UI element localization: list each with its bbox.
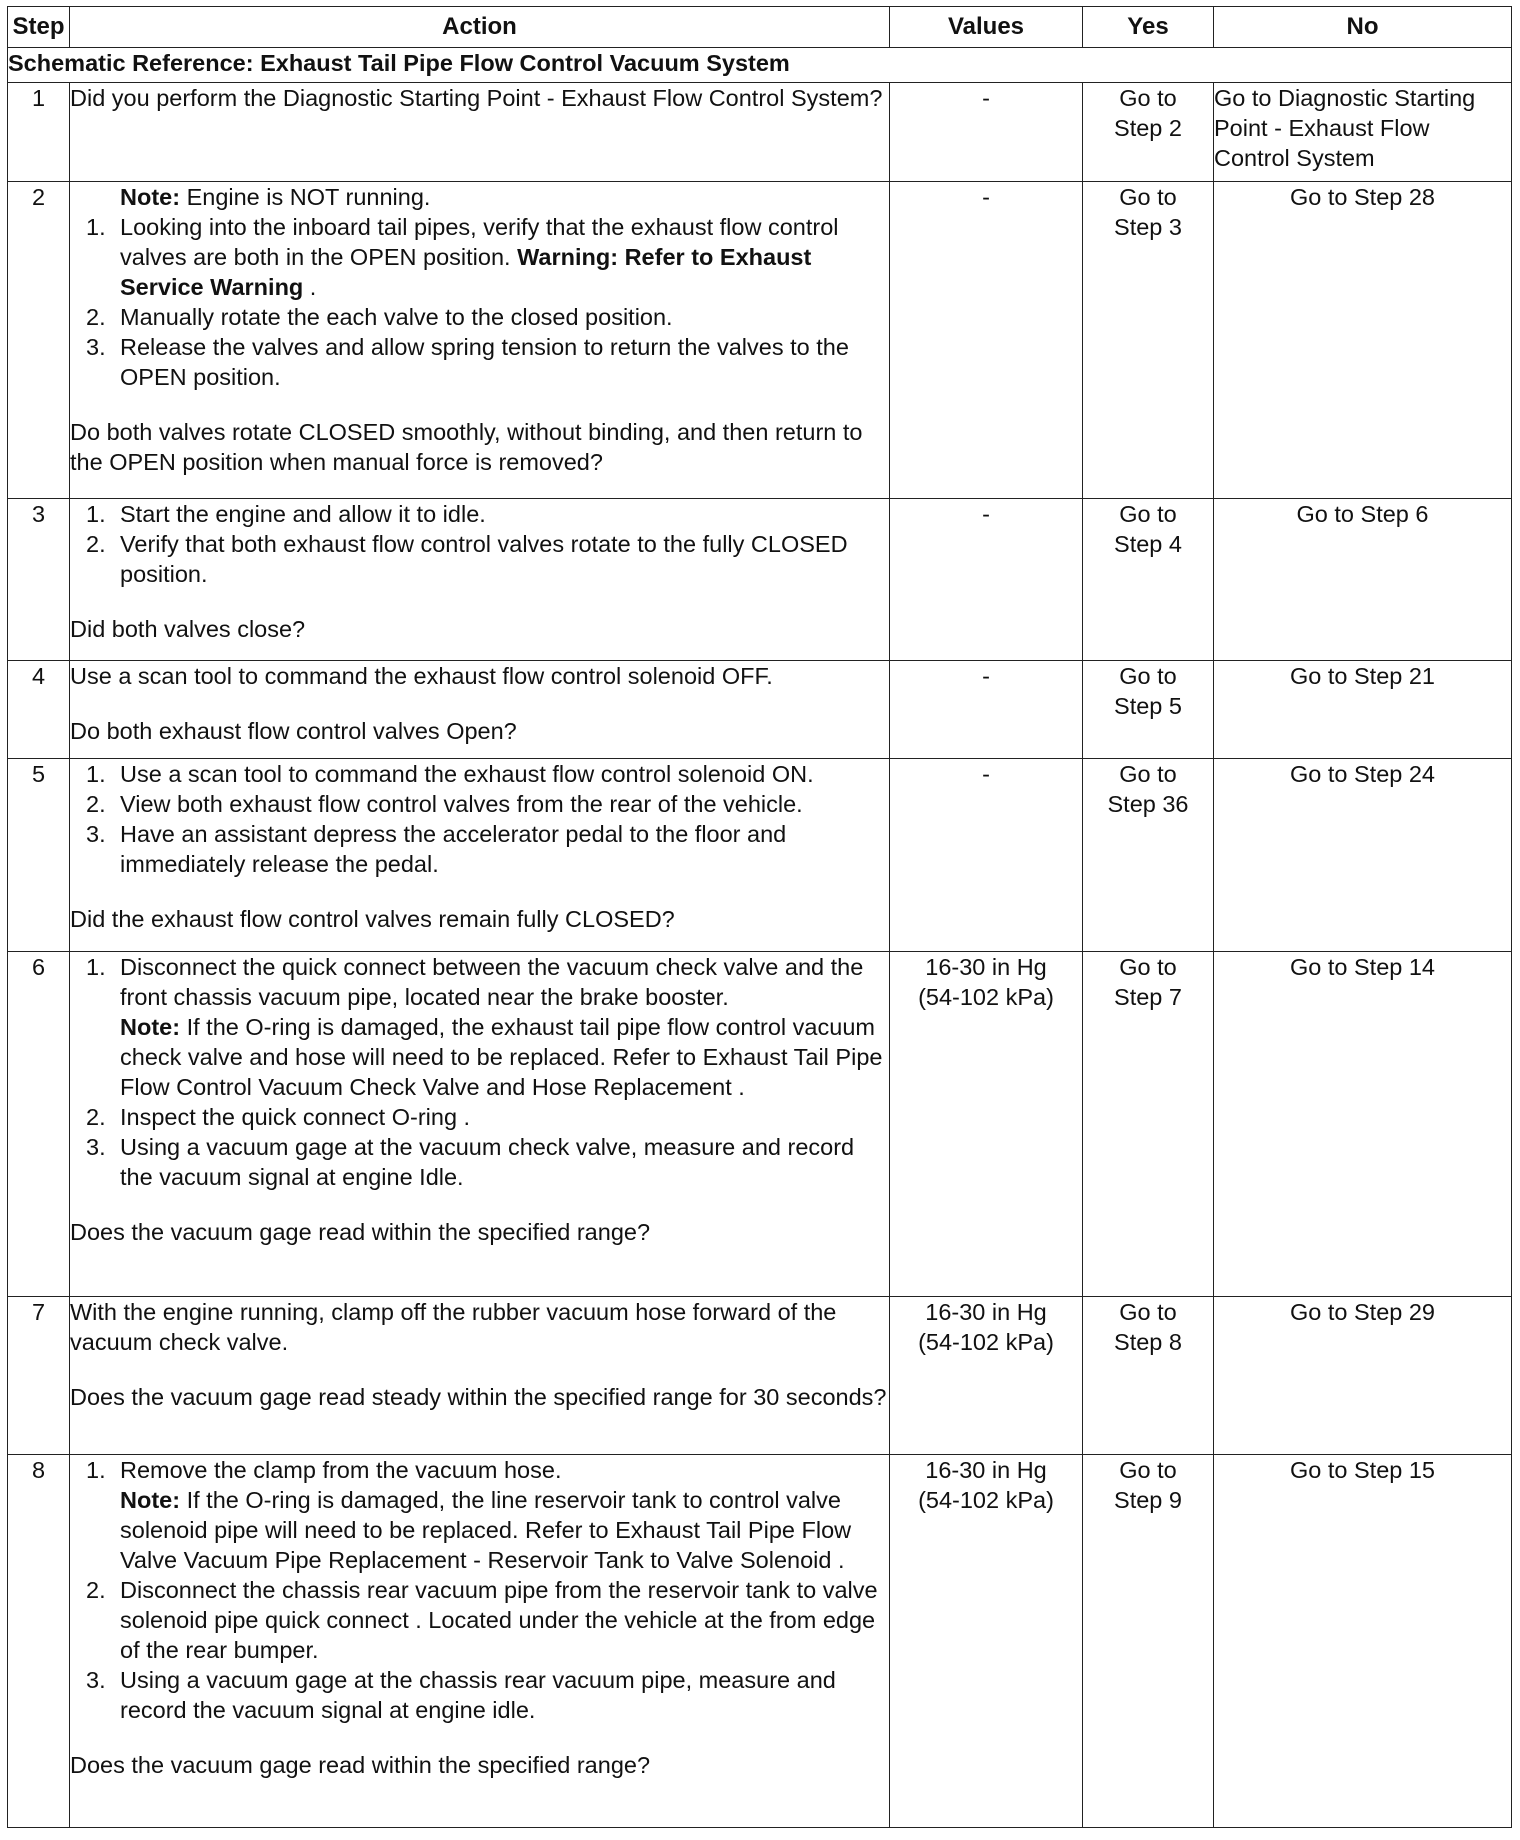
schematic-row xyxy=(8,48,1512,83)
item-text: Verify that both exhaust flow control valves rotate to the fully CLOSED position. xyxy=(120,531,848,587)
no-cell: Go to Step 29 xyxy=(1214,1297,1512,1455)
warning-text: Warning: Refer to Exhaust Service Warning xyxy=(120,244,812,300)
table-row xyxy=(8,1297,1512,1455)
no-cell: Go to Step 6 xyxy=(1214,499,1512,661)
values-line: (54-102 kPa) xyxy=(918,1487,1054,1513)
item-number: 2. xyxy=(86,1577,106,1603)
values-cell xyxy=(890,1455,1083,1828)
action-cell xyxy=(70,1297,890,1455)
no-cell: Go to Step 28 xyxy=(1214,182,1512,499)
yes-cell: Go to Step 9 xyxy=(1083,1455,1214,1828)
yes-cell: Go to Step 5 xyxy=(1083,661,1214,759)
yes-cell: Go to Step 8 xyxy=(1083,1297,1214,1455)
step-number: 2 xyxy=(8,182,70,499)
item-text: Using a vacuum gage at the vacuum check valve, measure and record the vacuum signal at engine Idle. xyxy=(120,1134,855,1190)
yes-cell: Go to Step 3 xyxy=(1083,182,1214,499)
values-cell: - xyxy=(890,661,1083,759)
step-number: 5 xyxy=(8,759,70,952)
no-cell: Go to Step 15 xyxy=(1214,1455,1512,1828)
step-number: 8 xyxy=(8,1455,70,1828)
table-row xyxy=(8,83,1512,182)
action-text: With the engine running, clamp off the rubber vacuum hose forward of the vacuum check valve. xyxy=(70,1299,837,1355)
item-number: 3. xyxy=(86,334,106,360)
action-cell xyxy=(70,759,890,952)
action-cell xyxy=(70,499,890,661)
header-yes: Yes xyxy=(1083,7,1214,48)
values-cell: - xyxy=(890,499,1083,661)
values-line: (54-102 kPa) xyxy=(918,1329,1054,1355)
step-number: 3 xyxy=(8,499,70,661)
header-step: Step xyxy=(8,7,70,48)
item-text: Use a scan tool to command the exhaust flow control solenoid ON. xyxy=(120,761,814,787)
values-cell: - xyxy=(890,759,1083,952)
note-text: Engine is NOT running. xyxy=(180,184,431,210)
item-number: 2. xyxy=(86,531,106,557)
table-row xyxy=(8,182,1512,499)
values-cell: - xyxy=(890,182,1083,499)
item-number: 1. xyxy=(86,761,106,787)
item-number: 3. xyxy=(86,821,106,847)
step-number: 4 xyxy=(8,661,70,759)
header-no: No xyxy=(1214,7,1512,48)
item-number: 2. xyxy=(86,1104,106,1130)
diagnostic-table xyxy=(7,6,1512,1828)
action-cell xyxy=(70,1455,890,1828)
item-text: Remove the clamp from the vacuum hose. xyxy=(120,1457,562,1483)
item-text: Inspect the quick connect O-ring . xyxy=(120,1104,471,1130)
action-cell xyxy=(70,182,890,499)
item-text: Have an assistant depress the accelerator pedal to the floor and immediately release the pedal. xyxy=(120,821,787,877)
table-row xyxy=(8,661,1512,759)
yes-cell: Go to Step 7 xyxy=(1083,952,1214,1297)
table-row xyxy=(8,1455,1512,1828)
item-number: 1. xyxy=(86,501,106,527)
no-cell: Go to Step 21 xyxy=(1214,661,1512,759)
item-text: Disconnect the chassis rear vacuum pipe from the reservoir tank to valve solenoid pipe quick connect . Located under the vehicle at the from edge of the rear bumper. xyxy=(120,1577,878,1663)
step-number: 7 xyxy=(8,1297,70,1455)
note-text: If the O-ring is damaged, the line reservoir tank to control valve solenoid pipe will need to be replaced. Refer to Exhaust Tail Pipe Flow Valve Vacuum Pipe Replacement - Reservoir Tank to Valve Solenoid . xyxy=(120,1487,852,1573)
question-text: Does the vacuum gage read within the specified range? xyxy=(70,1752,651,1778)
item-text: Release the valves and allow spring tension to return the valves to the OPEN position. xyxy=(120,334,849,390)
no-cell: Go to Diagnostic Starting Point - Exhaust Flow Control System xyxy=(1214,83,1512,182)
item-number: 1. xyxy=(86,1457,106,1483)
table-row xyxy=(8,499,1512,661)
header-values: Values xyxy=(890,7,1083,48)
table-row xyxy=(8,952,1512,1297)
no-cell: Go to Step 14 xyxy=(1214,952,1512,1297)
item-number: 2. xyxy=(86,304,106,330)
header-row xyxy=(8,7,1512,48)
action-text: Did you perform the Diagnostic Starting Point - Exhaust Flow Control System? xyxy=(70,85,883,111)
item-text-end: . xyxy=(303,274,317,300)
item-text: Using a vacuum gage at the chassis rear vacuum pipe, measure and record the vacuum signal at engine idle. xyxy=(120,1667,836,1723)
yes-cell: Go to Step 2 xyxy=(1083,83,1214,182)
question-text: Did both valves close? xyxy=(70,616,306,642)
action-text: Use a scan tool to command the exhaust flow control solenoid OFF. xyxy=(70,663,773,689)
item-number: 1. xyxy=(86,214,106,240)
action-cell xyxy=(70,661,890,759)
values-cell: - xyxy=(890,83,1083,182)
values-line: 16-30 in Hg xyxy=(925,1457,1047,1483)
table-row xyxy=(8,759,1512,952)
step-number: 6 xyxy=(8,952,70,1297)
schematic-reference: Schematic Reference: Exhaust Tail Pipe Flow Control Vacuum System xyxy=(8,48,1512,83)
item-number: 1. xyxy=(86,954,106,980)
action-cell xyxy=(70,952,890,1297)
values-line: (54-102 kPa) xyxy=(918,984,1054,1010)
question-text: Does the vacuum gage read within the specified range? xyxy=(70,1219,651,1245)
yes-cell: Go to Step 36 xyxy=(1083,759,1214,952)
question-text: Do both valves rotate CLOSED smoothly, without binding, and then return to the OPEN position when manual force is removed? xyxy=(70,419,863,475)
item-text: View both exhaust flow control valves from the rear of the vehicle. xyxy=(120,791,803,817)
note-label: Note: xyxy=(120,1014,181,1040)
item-text: Start the engine and allow it to idle. xyxy=(120,501,486,527)
header-action: Action xyxy=(70,7,890,48)
values-line: 16-30 in Hg xyxy=(925,954,1047,980)
question-text: Does the vacuum gage read steady within the specified range for 30 seconds? xyxy=(70,1384,887,1410)
item-text: Disconnect the quick connect between the vacuum check valve and the front chassis vacuum pipe, located near the brake booster. xyxy=(120,954,864,1010)
values-cell xyxy=(890,952,1083,1297)
values-cell xyxy=(890,1297,1083,1455)
item-number: 2. xyxy=(86,791,106,817)
step-number: 1 xyxy=(8,83,70,182)
action-cell xyxy=(70,83,890,182)
item-number: 3. xyxy=(86,1134,106,1160)
yes-cell: Go to Step 4 xyxy=(1083,499,1214,661)
values-line: 16-30 in Hg xyxy=(925,1299,1047,1325)
note-text: If the O-ring is damaged, the exhaust tail pipe flow control vacuum check valve and hose will need to be replaced. Refer to Exhaust Tail Pipe Flow Control Vacuum Check Valve and Hose Replacement . xyxy=(120,1014,883,1100)
note-label: Note: xyxy=(120,1487,181,1513)
question-text: Did the exhaust flow control valves remain fully CLOSED? xyxy=(70,906,675,932)
no-cell: Go to Step 24 xyxy=(1214,759,1512,952)
item-text: Manually rotate the each valve to the closed position. xyxy=(120,304,673,330)
item-number: 3. xyxy=(86,1667,106,1693)
item-text: Looking into the inboard tail pipes, verify that the exhaust flow control valves are both in the OPEN position. xyxy=(120,214,839,270)
question-text: Do both exhaust flow control valves Open? xyxy=(70,718,517,744)
note-label: Note: xyxy=(120,184,181,210)
